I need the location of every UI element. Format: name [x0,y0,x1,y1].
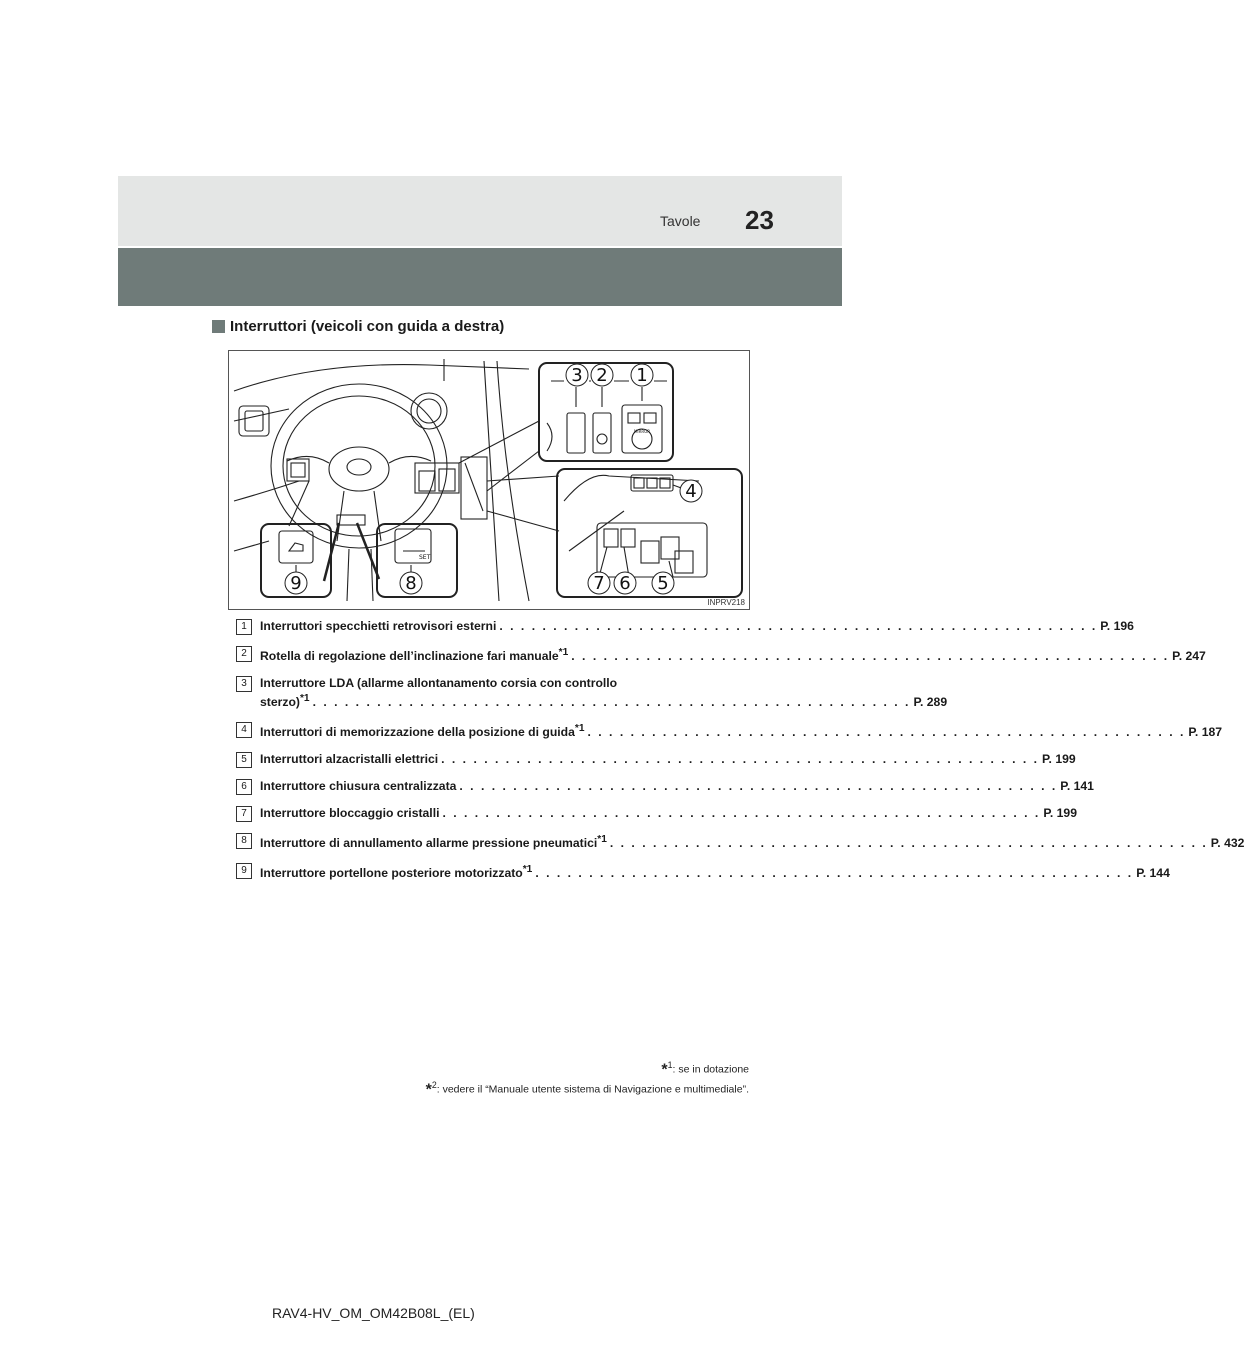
item-number: 3 [236,676,252,692]
item-page-ref: P. 196 [1100,619,1134,633]
figure-code: INPRV218 [707,598,745,607]
item-sup: *1 [522,864,533,876]
item-text: Interruttori di memorizzazione della posizione di guida [260,725,575,740]
dashboard-illustration [228,350,750,610]
callout-1: 1 [636,365,648,386]
footnote-mark: * [425,1081,432,1099]
leader-dots: . . . . . . . . . . . . . . . . . . . . . . . . . . . . . . . . . . . . . . . . . . . . . . . . . . . . . . . . [587,725,1186,740]
callout-2: 2 [596,365,608,386]
item-number: 5 [236,752,252,768]
list-item [236,618,1134,634]
callout-9: 9 [290,573,302,594]
item-number: 8 [236,833,252,849]
footnote-text: : se in dotazione [672,1063,749,1076]
list-item [236,805,1077,821]
item-page-ref: P. 432 [1210,836,1244,851]
item-text: Interruttore portellone posteriore motorizzato [260,866,523,881]
list-item [236,832,1244,851]
dashboard-drawing [229,351,749,609]
item-number: 4 [236,722,252,738]
item-page-ref: P. 199 [1043,806,1077,821]
item-text: Interruttori alzacristalli elettrici [260,752,439,767]
leader-dots: . . . . . . . . . . . . . . . . . . . . . . . . . . . . . . . . . . . . . . . . . . . . . . . . . . . . . . . . [442,806,1041,821]
callout-6: 6 [619,573,631,594]
footnote-sub: 1 [667,1060,673,1070]
leader-dots: . . . . . . . . . . . . . . . . . . . . . . . . . . . . . . . . . . . . . . . . . . . . . . . . . . . . . . . . [312,695,911,710]
item-page-ref: P. 247 [1172,649,1206,664]
item-number: 2 [236,646,252,662]
item-text: Interruttore bloccaggio cristalli [260,806,440,821]
item-sup: *1 [558,647,569,658]
page-number: 23 [745,205,774,235]
item-page-ref: P. 187 [1188,725,1223,740]
item-number: 9 [236,863,252,879]
item-number: 7 [236,806,252,822]
list-item [236,778,1094,794]
item-number: 1 [236,619,252,635]
section-name: Tavole [660,213,701,229]
item-sup: *1 [299,693,310,705]
item-text: Interruttori specchietti retrovisori esterni [260,619,497,633]
callout-5: 5 [657,573,669,594]
section-title [212,318,504,335]
list-item [236,645,1206,664]
item-page-ref: P. 199 [1042,752,1076,767]
leader-dots: . . . . . . . . . . . . . . . . . . . . . . . . . . . . . . . . . . . . . . . . . . . . . . . . . . . . . . . . [535,866,1134,881]
footnote-sub: 2 [431,1080,437,1090]
header-band [118,176,842,246]
item-page-ref: P. 141 [1060,779,1094,794]
item-list [236,618,1244,892]
item-text: sterzo) [260,695,300,710]
callout-4: 4 [685,481,697,502]
list-item [236,862,1170,881]
item-text: Rotella di regolazione dell’inclinazione fari manuale [260,649,559,664]
callout-7: 7 [593,573,605,594]
callout-3: 3 [571,365,583,386]
footnote-1 [661,1060,749,1080]
item-sup: *1 [597,834,607,846]
item-text: Interruttore di annullamento allarme pressione pneumatici [260,836,598,851]
mirror-label: MIRROR [633,429,651,434]
list-item [236,751,1076,767]
leader-dots: . . . . . . . . . . . . . . . . . . . . . . . . . . . . . . . . . . . . . . . . . . . . . . . . . . . . . . . . [571,649,1170,664]
item-page-ref: P. 289 [913,695,948,710]
footnote-2 [426,1080,749,1100]
footnote-text: : vedere il “Manuale utente sistema di Navigazione e multimediale”. [436,1083,749,1096]
leader-dots: . . . . . . . . . . . . . . . . . . . . . . . . . . . . . . . . . . . . . . . . . . . . . . . . . . . . . . . . [609,836,1208,851]
header-dark-band [118,248,842,306]
footnote-mark: * [661,1061,668,1079]
list-item [236,675,948,710]
callout-8: 8 [405,573,417,594]
section-title-text: Interruttori (veicoli con guida a destra) [230,318,505,335]
leader-dots: . . . . . . . . . . . . . . . . . . . . . . . . . . . . . . . . . . . . . . . . . . . . . . . . . . . . . . . . [499,619,1098,633]
footer-doc-code: RAV4-HV_OM_OM42B08L_(EL) [272,1305,475,1321]
item-number: 6 [236,779,252,795]
item-sup: *1 [574,723,585,735]
item-page-ref: P. 144 [1136,866,1170,881]
list-item [236,721,1223,740]
leader-dots: . . . . . . . . . . . . . . . . . . . . . . . . . . . . . . . . . . . . . . . . . . . . . . . . . . . . . . . . [459,779,1058,794]
item-text: Interruttore chiusura centralizzata [260,779,457,794]
set-label: SET [419,554,431,561]
section-marker-icon [212,320,225,333]
leader-dots: . . . . . . . . . . . . . . . . . . . . . . . . . . . . . . . . . . . . . . . . . . . . . . . . . . . . . . . . [441,752,1039,767]
item-text-line1: Interruttore LDA (allarme allontanamento corsia con controllo [260,676,618,691]
